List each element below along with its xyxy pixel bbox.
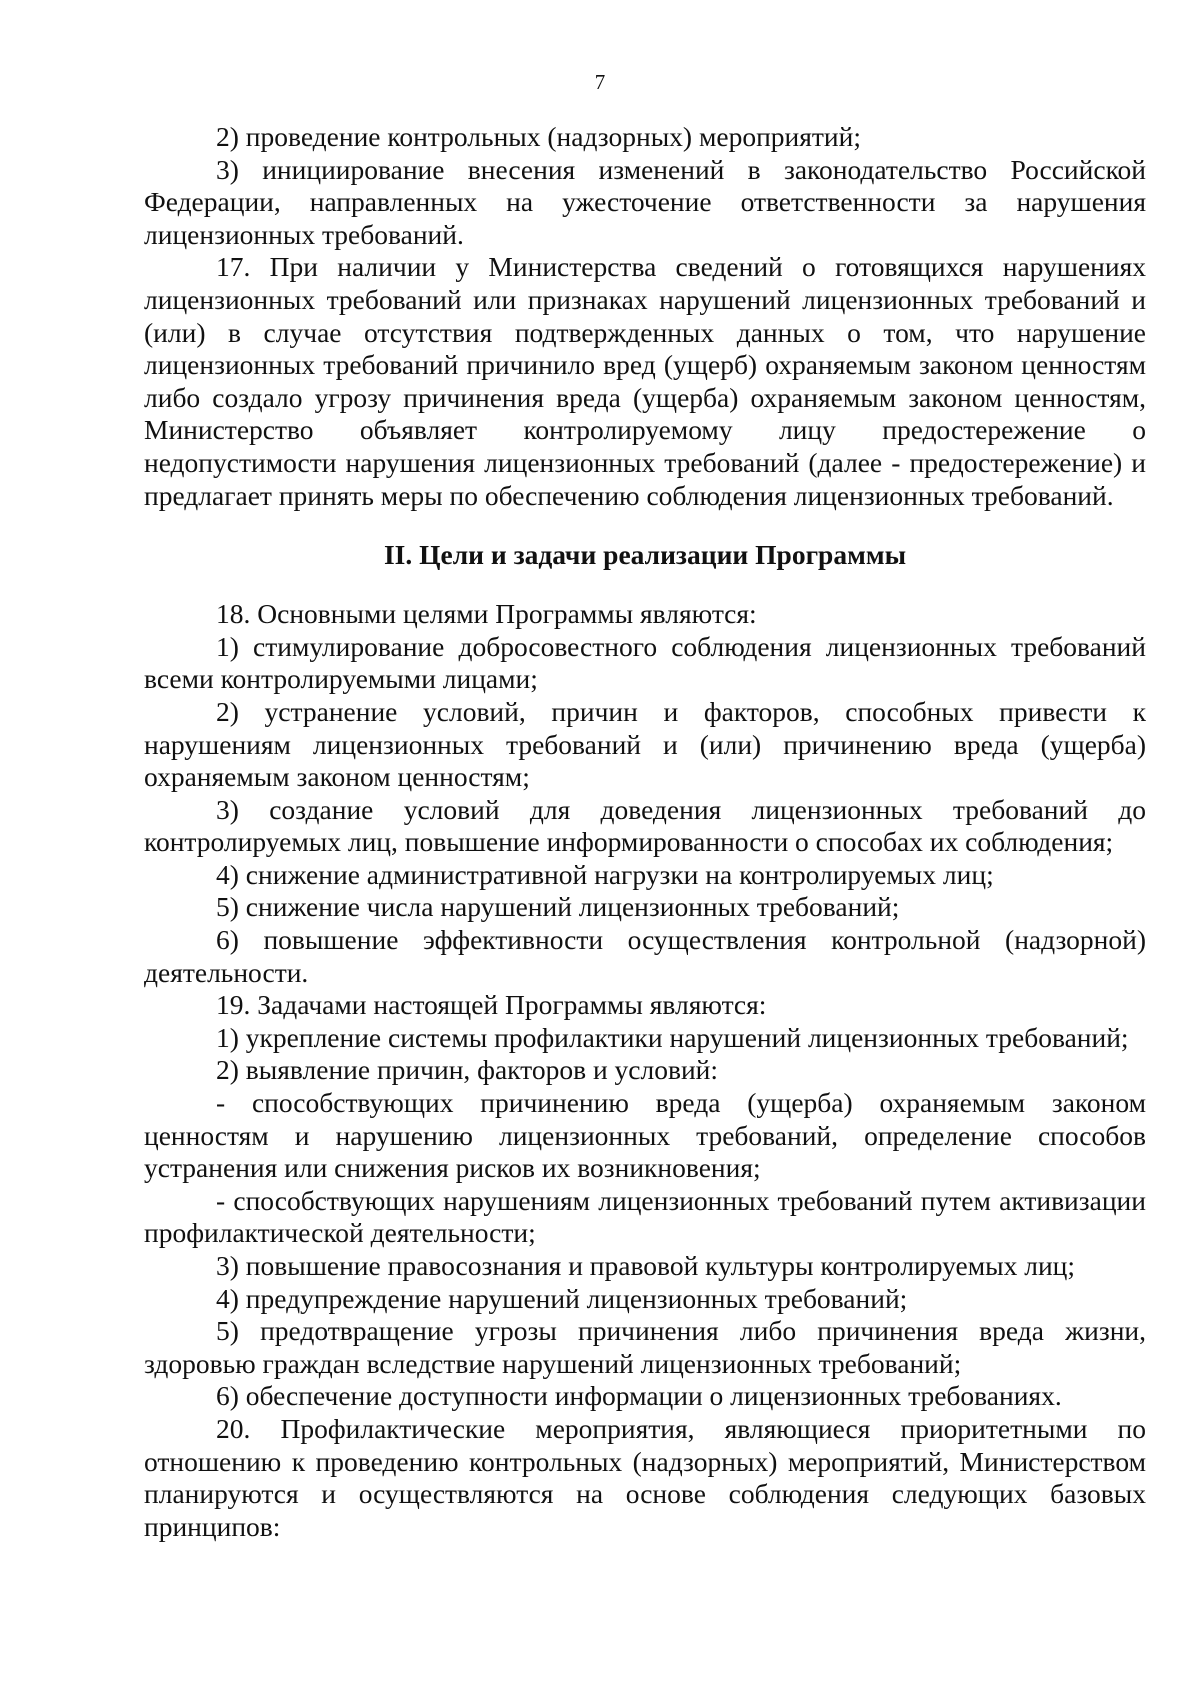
document-body	[144, 121, 1146, 1543]
paragraph-17-warning: 17. При наличии у Министерства сведений о готовящихся нарушениях лицензионных требований или признаках нарушений лицензионных требований и (или) в случае отсутствия подтвержденных данных о том, что нарушение лицензионных требований причинило вред (ущерб) охраняемым законом ценностям либо создало угрозу причинения вреда (ущерба) охраняемым законом ценностям, Министерство объявляет контролируемому лицу предостережение о недопустимости нарушения лицензионных требований (далее - предостережение) и предлагает принять меры по обеспечению соблюдения лицензионных требований.	[144, 251, 1146, 511]
goal-item-6: 6) повышение эффективности осуществления контрольной (надзорной) деятельности.	[144, 924, 1146, 988]
goal-item-4: 4) снижение административной нагрузки на контролируемых лиц;	[216, 858, 994, 890]
task-item-1: 1) укрепление системы профилактики нарушений лицензионных требований;	[216, 1021, 1129, 1053]
task-item-3: 3) повышение правосознания и правовой культуры контролируемых лиц;	[216, 1250, 1076, 1281]
task-item-4: 4) предупреждение нарушений лицензионных требований;	[216, 1282, 908, 1314]
task-item-6: 6) обеспечение доступности информации о лицензионных требованиях.	[216, 1380, 1062, 1412]
paragraph-item-2-control-measures: 2) проведение контрольных (надзорных) мероприятий;	[216, 121, 862, 152]
paragraph-18-goals-intro: 18. Основными целями Программы являются:	[216, 598, 757, 630]
task-item-2-dash-2: - способствующих нарушениям лицензионных требований путем активизации профилактической деятельности;	[144, 1184, 1146, 1249]
goal-item-2: 2) устранение условий, причин и факторов, способных привести к нарушениям лицензионных требований и (или) причинению вреда (ущерба) охраняемым законом ценностям;	[144, 695, 1146, 793]
section-heading: II. Цели и задачи реализации Программы	[383, 539, 907, 571]
goal-item-1: 1) стимулирование добросовестного соблюдения лицензионных требований всеми контролируемыми лицами;	[144, 630, 1146, 695]
task-item-2-dash-1: - способствующих причинению вреда (ущерба) охраняемым законом ценностям и нарушению лицензионных требований, определение способов устранения или снижения рисков их возникновения;	[144, 1087, 1146, 1184]
paragraph-item-3-legislation-initiative: 3) инициирование внесения изменений в законодательство Российской Федерации, направленных на ужесточение ответственности за нарушения лицензионных требований.	[144, 153, 1146, 250]
paragraph-20-principles-intro: 20. Профилактические мероприятия, являющиеся приоритетными по отношению к проведению контрольных (надзорных) мероприятий, Министерством планируются и осуществляются на основе соблюдения следующих базовых принципов:	[144, 1412, 1146, 1542]
page-number: 7	[594, 70, 606, 94]
goal-item-5: 5) снижение числа нарушений лицензионных требований;	[216, 891, 900, 923]
paragraph-19-tasks-intro: 19. Задачами настоящей Программы являются:	[216, 989, 767, 1021]
task-item-2: 2) выявление причин, факторов и условий:	[216, 1054, 719, 1086]
goal-item-3: 3) создание условий для доведения лицензионных требований до контролируемых лиц, повышение информированности о способах их соблюдения;	[144, 793, 1146, 858]
task-item-5: 5) предотвращение угрозы причинения либо причинения вреда жизни, здоровью граждан вследствие нарушений лицензионных требований;	[144, 1315, 1146, 1379]
